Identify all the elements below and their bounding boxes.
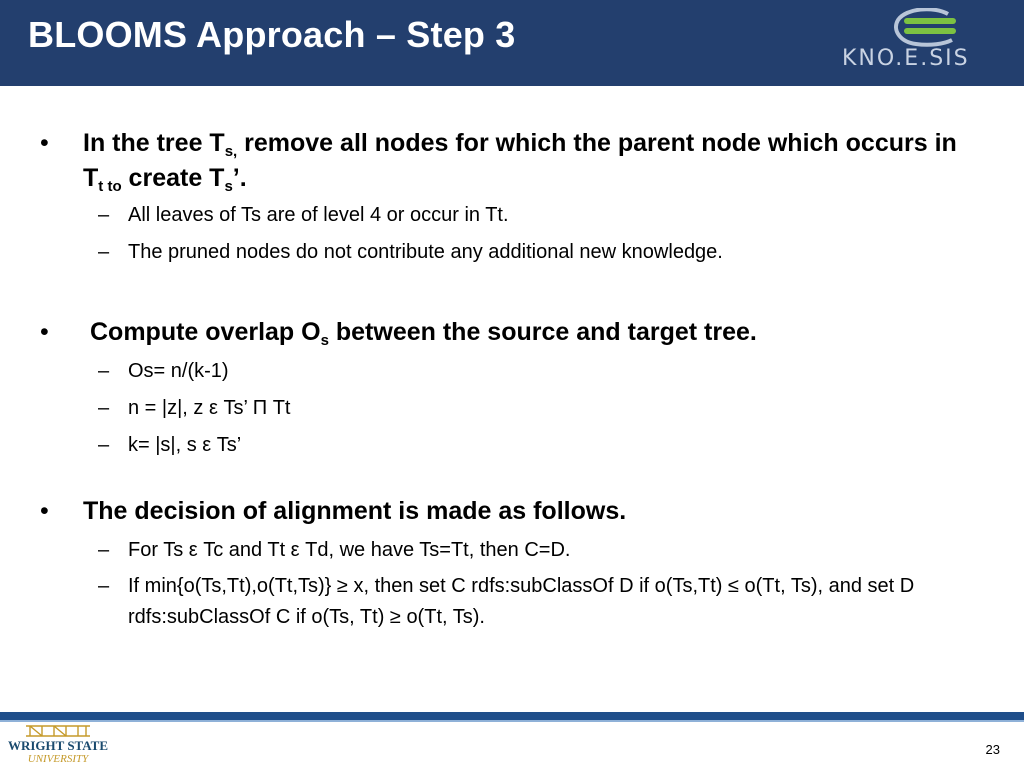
- page-number: 23: [985, 742, 1000, 757]
- sub-bullet-marker: –: [98, 397, 110, 419]
- footer-bar: [0, 712, 1024, 720]
- knoesis-logo-icon: [890, 8, 962, 48]
- sub-bullet-marker: –: [98, 539, 110, 561]
- bullet-1-text: [83, 126, 963, 196]
- text-run: remove all nodes for which the parent node which occurs in T: [83, 129, 957, 192]
- slide-header: [0, 0, 1024, 86]
- bullet-marker: •: [40, 497, 49, 525]
- sub-bullet-text: n = |z|, z ε Ts’ Π Tt: [128, 397, 291, 419]
- sub-bullet-text: Os= n/(k-1): [128, 360, 229, 382]
- sub-bullet-text: k= |s|, s ε Ts’: [128, 434, 242, 456]
- subscript: s,: [224, 143, 238, 160]
- subscript: s: [224, 178, 233, 195]
- sub-bullet-marker: –: [98, 204, 110, 226]
- sub-bullet-marker: –: [98, 241, 110, 263]
- bullet-3-text: The decision of alignment is made as follows.: [83, 497, 627, 525]
- sub-bullet-text: The pruned nodes do not contribute any additional new knowledge.: [128, 241, 723, 263]
- sub-bullet-marker: –: [98, 434, 110, 456]
- knoesis-logo-text: KNO.E.SIS: [842, 46, 970, 71]
- wright-state-subtitle: UNIVERSITY: [27, 753, 89, 765]
- sub-bullet-text: If min{o(Ts,Tt),o(Tt,Ts)} ≥ x, then set C rdfs:subClassOf D if o(Ts,Tt) ≤ o(Tt, Ts), and set D rdfs:subClassOf C if o(Ts, Tt) ≥ o(Tt, Ts).: [128, 575, 915, 628]
- sub-bullet-text: For Ts ε Tc and Tt ε Td, we have Ts=Tt, then C=D.: [128, 539, 571, 561]
- text-run: create T: [121, 164, 225, 192]
- subscript: s: [320, 332, 329, 349]
- text-run: In the tree T: [83, 129, 225, 157]
- sub-bullet-marker: –: [98, 575, 110, 597]
- text-run: ’.: [232, 164, 247, 192]
- text-run: between the source and target tree.: [328, 318, 757, 346]
- text-run: Compute overlap O: [90, 318, 321, 346]
- bullet-marker: •: [40, 129, 49, 157]
- subscript: t to: [98, 178, 122, 195]
- footer-bar-accent: [0, 720, 1024, 722]
- bullet-2-text: [90, 315, 970, 350]
- sub-bullet-text: All leaves of Ts are of level 4 or occur in Tt.: [128, 204, 509, 226]
- slide-title: BLOOMS Approach – Step 3: [28, 14, 516, 55]
- wright-state-name: WRIGHT STATE: [7, 738, 109, 753]
- sub-bullet-marker: –: [98, 360, 110, 382]
- bullet-marker: •: [40, 318, 49, 346]
